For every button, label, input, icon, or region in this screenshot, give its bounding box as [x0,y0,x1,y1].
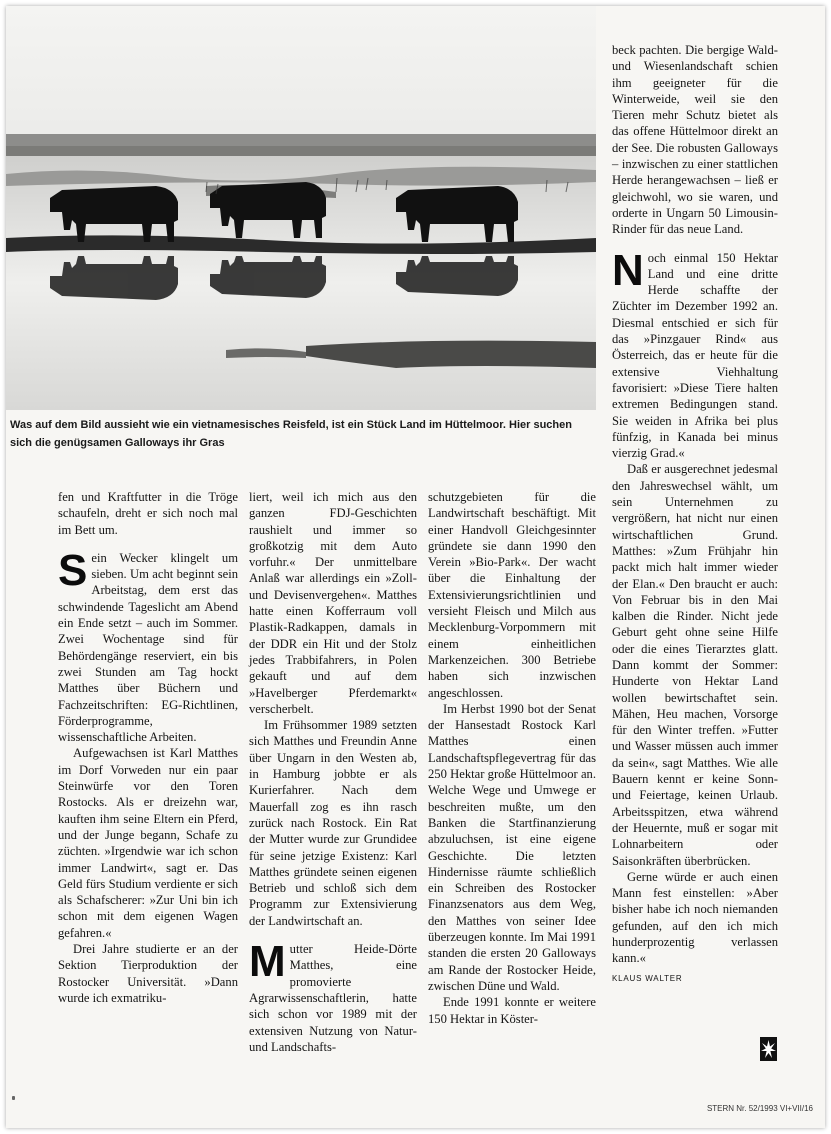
photo-caption: Was auf dem Bild aussieht wie ein vietnamesisches Reisfeld, ist ein Stück Land im Hüttelmoor. Hier suchen sich die genügsamen Galloways ihr Gras [10,419,572,449]
paragraph: Im Frühsommer 1989 setzten sich Matthes und Freundin Anne über Ungarn in den Westen ab, in Hamburg jobbte er als Kurierfahrer. Nach dem Mauerfall zog es ihn rasch zurück nach Rostock. Ein Rat der Mutter wurde zur Grundidee für seine jetzige Existenz: Karl Matthes gründete seinen eigenen Betrieb und schloß sich dem Programm zur Extensivierung der Landwirtschaft an. [249,718,417,928]
scan-mark [12,1096,15,1100]
cattle-photo [6,6,596,410]
author-byline: KLAUS WALTER [612,973,683,983]
paragraph [249,937,417,1055]
paragraph: Im Herbst 1990 bot der Senat der Hansestadt Rostock Karl Matthes einen Landschaftspflegevertrag für das 250 Hektar große Hüttelmoor an. Welche Wege und Umwege er beschreiten mußte, um den Banken die Startfinanzierung abzuluchsen, ist eine eigene Geschichte. Die letzten Hindernisse räumte schließlich ein Schreiben des Rostocker Finanzsenators aus dem Weg, den Matthes von seiner Idee überzeugen konnte. Im Mai 1991 standen die ersten 20 Galloways am Rande der Rostocker Heide, zwischen Düne und Wald. [428,701,596,993]
text-column-4 [612,42,778,987]
paragraph: Aufgewachsen ist Karl Matthes im Dorf Vorweden nur ein paar Steinwürfe vor den Toren Rostocks. Als er dreizehn war, kauften ihm seine Eltern ein Pferd, und der Junge begann, Schafe zu züchten. »Irgendwie war ich schon immer Landwirt«, sagt er. Das Geld fürs Studium verdiente er sich als Schafscherer: »Zur Uni bin ich schon mit dem eigenen Wagen gefahren.« [58,746,238,940]
paragraph-text: ein Wecker klingelt um sieben. Um acht beginnt sein Arbeitstag, dem erst das schwindende Tageslicht am Abend ein Ende setzt – auch im Sommer. Zwei Wochentage sind für Behördengänge reserviert, ein bis zwei Stunden am Tag hockt Matthes über Büchern und Fachzeitschriften: EG-Richtlinen, Förderprogramme, wissenschaftliche Arbeiten. [58,550,238,745]
paragraph: fen und Kraftfutter in die Tröge schaufeln, dreht er sich noch mal im Bett um. [58,490,238,537]
paragraph: beck pachten. Die bergige Wald- und Wiesenlandschaft schien ihm geeigneter für die Winterweide, weil sie den Tieren mehr Schutz bietet als das offene Hüttelmoor direkt an der See. Die robusten Galloways – inzwischen zu einer stattlichen Herde herangewachsen – ließ er gleichwohl, wo sie waren, und orderte in Ungarn 50 Limousin-Rinder für das neue Land. [612,43,778,237]
magazine-page [6,6,825,1128]
paragraph: liert, weil ich mich aus den ganzen FDJ-Geschichten raushielt und immer so großkotzig mit dem Auto vorfuhr.« Der unmittelbare Anlaß war allerdings ein »Zoll- und Devisenvergehen«. Matthes hatte einen Kofferraum voll Plastik-Radkappen, damals in der DDR ein Hit und der Stolz jedes Trabbifahrers, in Polen gekauft und auf dem »Havelberger Pferdemarkt« verscherbelt. [249,490,417,716]
text-column-1 [58,489,238,1006]
text-column-3 [428,489,596,1027]
drop-cap: N [612,245,644,295]
paragraph: Drei Jahre studierte er an der Sektion Tierproduktion der Rostocker Universität. »Dann wurde ich exmatriku- [58,942,238,1005]
drop-cap: S [58,545,88,595]
stern-logo-icon [760,1037,777,1061]
paragraph: Daß er ausgerechnet jedesmal den Jahreswechsel wählt, um sein Unternehmen zu vergrößern, hat nicht nur einen wirtschaftlichen Grund. Matthes: »Zum Frühjahr hin packt mich halt immer wieder der Elan.« Den braucht er auch: Von Februar bis in den Mai kalben die Rinder. Nicht jede Geburt geht ohne seine Hilfe oder die eines Tierarztes glatt. Dann kommt der Sommer: Hunderte von Hektar Land wollen bewirtschaftet sein. Mähen, Heu machen, Vorsorge für den Winter treffen. »Futter und Wasser müssen auch immer da sein«, sagt Matthes. Wie alle Bauern kennt er keine Sonn- und Feiertage, keinen Urlaub. Arbeitsspitzen, etwa während der Heuernte, muß er sogar mit Lohnarbeitern oder Saisonkräften überbrücken. [612,462,778,868]
paragraph [58,545,238,746]
paragraph-text: utter Heide-Dörte Matthes, eine promovierte Agrarwissenschaftlerin, hatte sich schon vor 1989 mit der extensiven Nutzung von Natur- und Landschafts- [249,942,417,1054]
paragraph: schutzgebieten für die Landwirtschaft beschäftigt. Mit einer Handvoll Gleichgesinnter gründete sie dann 1990 den Verein »Bio-Park«. Der wacht über die Einhaltung der Extensivierungsrichtlinien und versieht Fleisch und Milch aus Mecklenburg-Vorpommern mit einem einheitlichen Markenzeichen. 300 Betriebe haben sich inzwischen angeschlossen. [428,490,596,700]
drop-cap: M [249,937,286,987]
paragraph-text: och einmal 150 Hektar Land und eine dritte Herde schaffte der Züchter im Dezember 1992 an. Diesmal entschied er sich für das »Pinzgauer Rind« aus Österreich, das er heute für die extensive Viehhaltung favorisiert: »Diese Tiere halten extremen Bedingungen stand. Sie weiden in Afrika bei plus fünfzig, in Kanada bei minus vierzig Grad.« [612,250,778,461]
paragraph [612,245,778,462]
text-column-2 [249,489,417,1055]
paragraph: Gerne würde er auch einen Mann fest einstellen: »Aber bisher habe ich noch niemanden gefunden, auf den ich mich hunderprozentig verlassen kann.« [612,869,778,966]
paragraph: Ende 1991 konnte er weitere 150 Hektar in Köster- [428,995,596,1026]
page-footer: STERN Nr. 52/1993 VI+VII/16 [706,1104,813,1113]
moor-landscape-image [6,6,596,410]
